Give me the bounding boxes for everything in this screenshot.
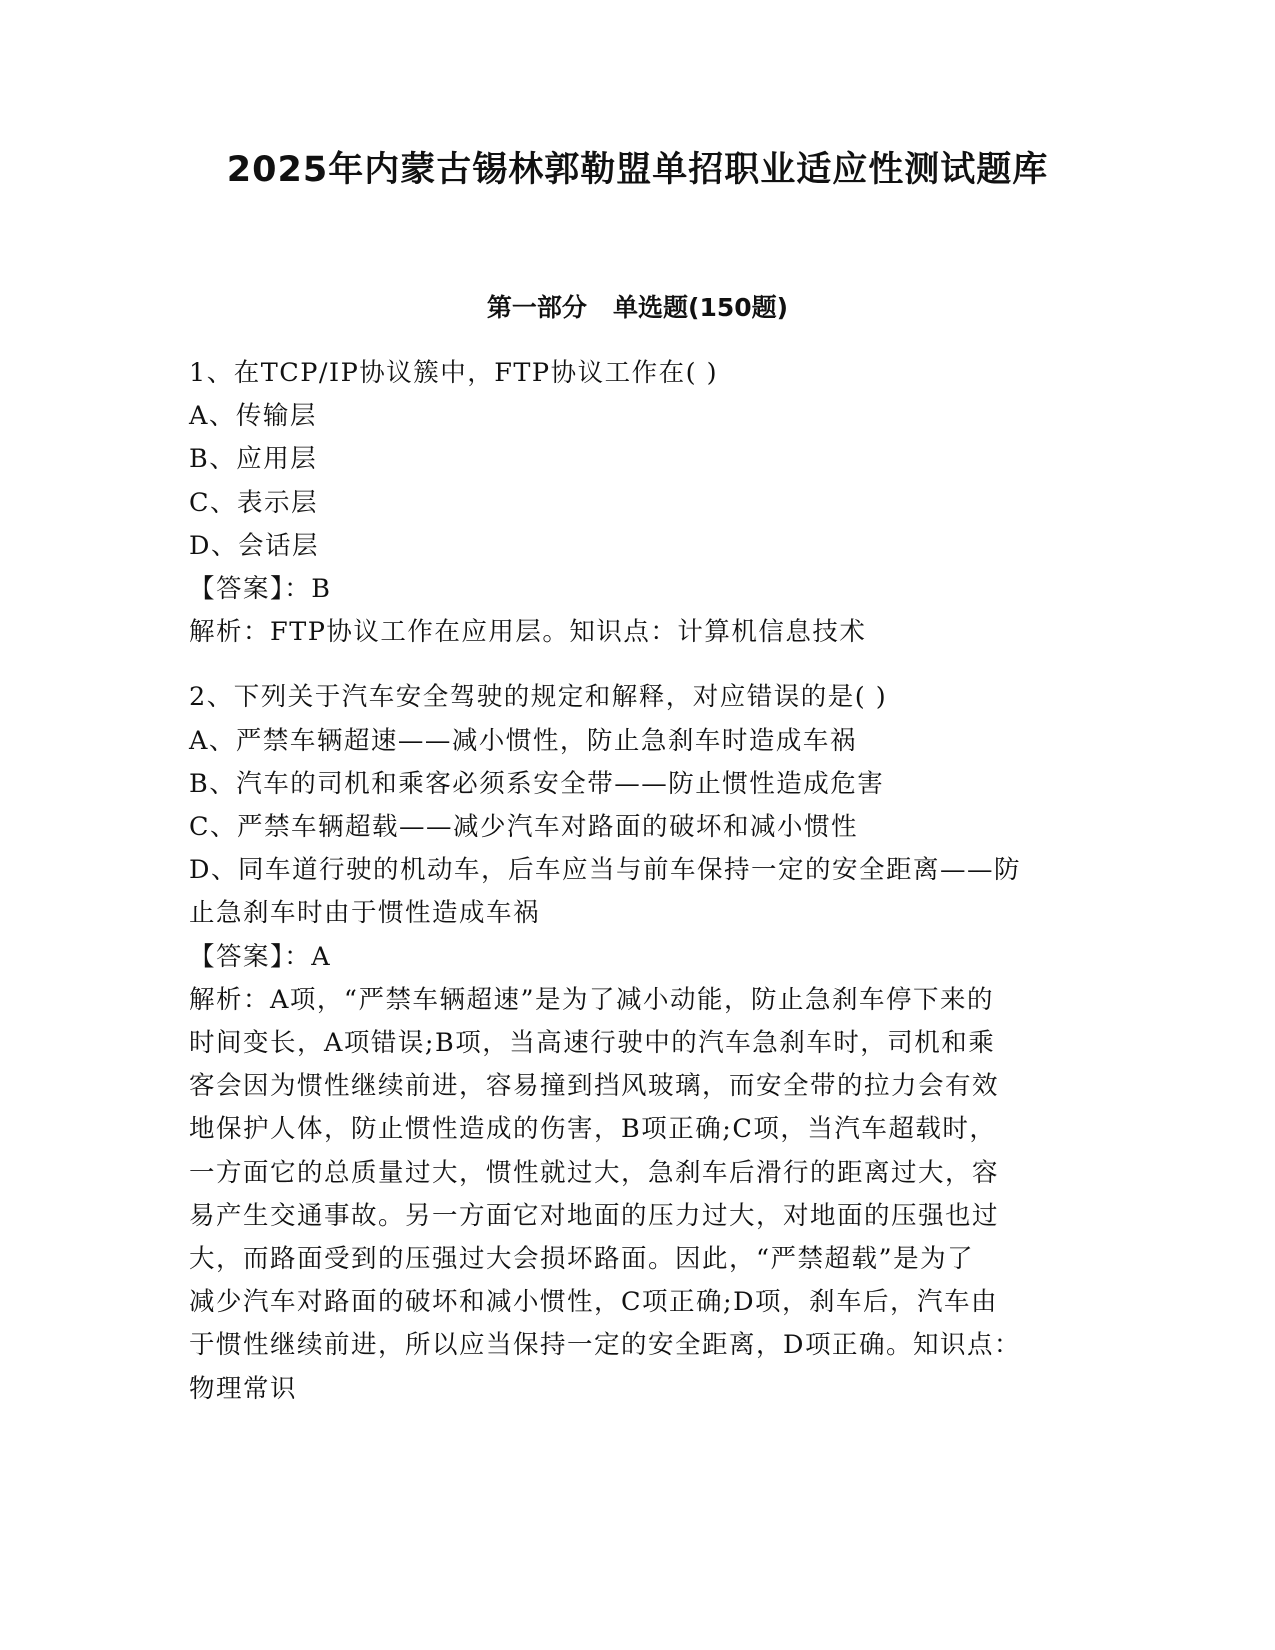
option-d-continued: 止急刹车时由于惯性造成车祸 (189, 898, 541, 929)
answer-line: 【答案】：A (189, 941, 332, 972)
explanation-line: 客会因为惯性继续前进，容易撞到挡风玻璃，而安全带的拉力会有效 (189, 1071, 1000, 1102)
option-a: A、严禁车辆超速——减小惯性，防止急刹车时造成车祸 (189, 725, 857, 756)
option-c: C、表示层 (189, 487, 319, 518)
explanation-line: 减少汽车对路面的破坏和减小惯性，C项正确;D项，刹车后，汽车由 (189, 1287, 999, 1318)
option-b: B、汽车的司机和乘客必须系安全带——防止惯性造成危害 (189, 768, 885, 799)
explanation-line: 解析：A项，“严禁车辆超速”是为了减小动能，防止急刹车停下来的 (189, 984, 994, 1015)
section-title: 第一部分 单选题(150题) (486, 293, 789, 322)
explanation-line: 易产生交通事故。另一方面它对地面的压力过大，对地面的压强也过 (189, 1200, 1000, 1231)
explanation-line: 解析：FTP协议工作在应用层。知识点：计算机信息技术 (189, 617, 867, 648)
option-b: B、应用层 (189, 444, 318, 475)
explanation-line: 于惯性继续前进，所以应当保持一定的安全距离，D项正确。知识点： (189, 1330, 1021, 1361)
option-d: D、会话层 (189, 530, 319, 561)
explanation-line: 一方面它的总质量过大，惯性就过大，急刹车后滑行的距离过大，容 (189, 1157, 1000, 1188)
explanation-line: 地保护人体，防止惯性造成的伤害，B项正确;C项，当汽车超载时， (189, 1114, 997, 1145)
option-a: A、传输层 (189, 401, 317, 432)
explanation-line: 大，而路面受到的压强过大会损坏路面。因此，“严禁超载”是为了 (189, 1244, 975, 1275)
option-c: C、严禁车辆超载——减少汽车对路面的破坏和减小惯性 (189, 812, 859, 843)
option-d: D、同车道行驶的机动车，后车应当与前车保持一定的安全距离——防 (189, 855, 1021, 886)
question-list (189, 352, 1089, 1411)
question-stem: 1、在TCP/IP协议簇中，FTP协议工作在( ) (189, 358, 719, 388)
question-block (189, 676, 1089, 1410)
explanation-line: 时间变长，A项错误;B项，当高速行驶中的汽车急刹车时，司机和乘 (189, 1028, 996, 1059)
page-title: 2025年内蒙古锡林郭勒盟单招职业适应性测试题库 (226, 150, 1049, 190)
answer-line: 【答案】：B (189, 574, 332, 605)
question-stem: 2、下列关于汽车安全驾驶的规定和解释，对应错误的是( ) (189, 682, 888, 713)
question-block (189, 352, 1089, 654)
explanation-line: 物理常识 (189, 1373, 298, 1404)
